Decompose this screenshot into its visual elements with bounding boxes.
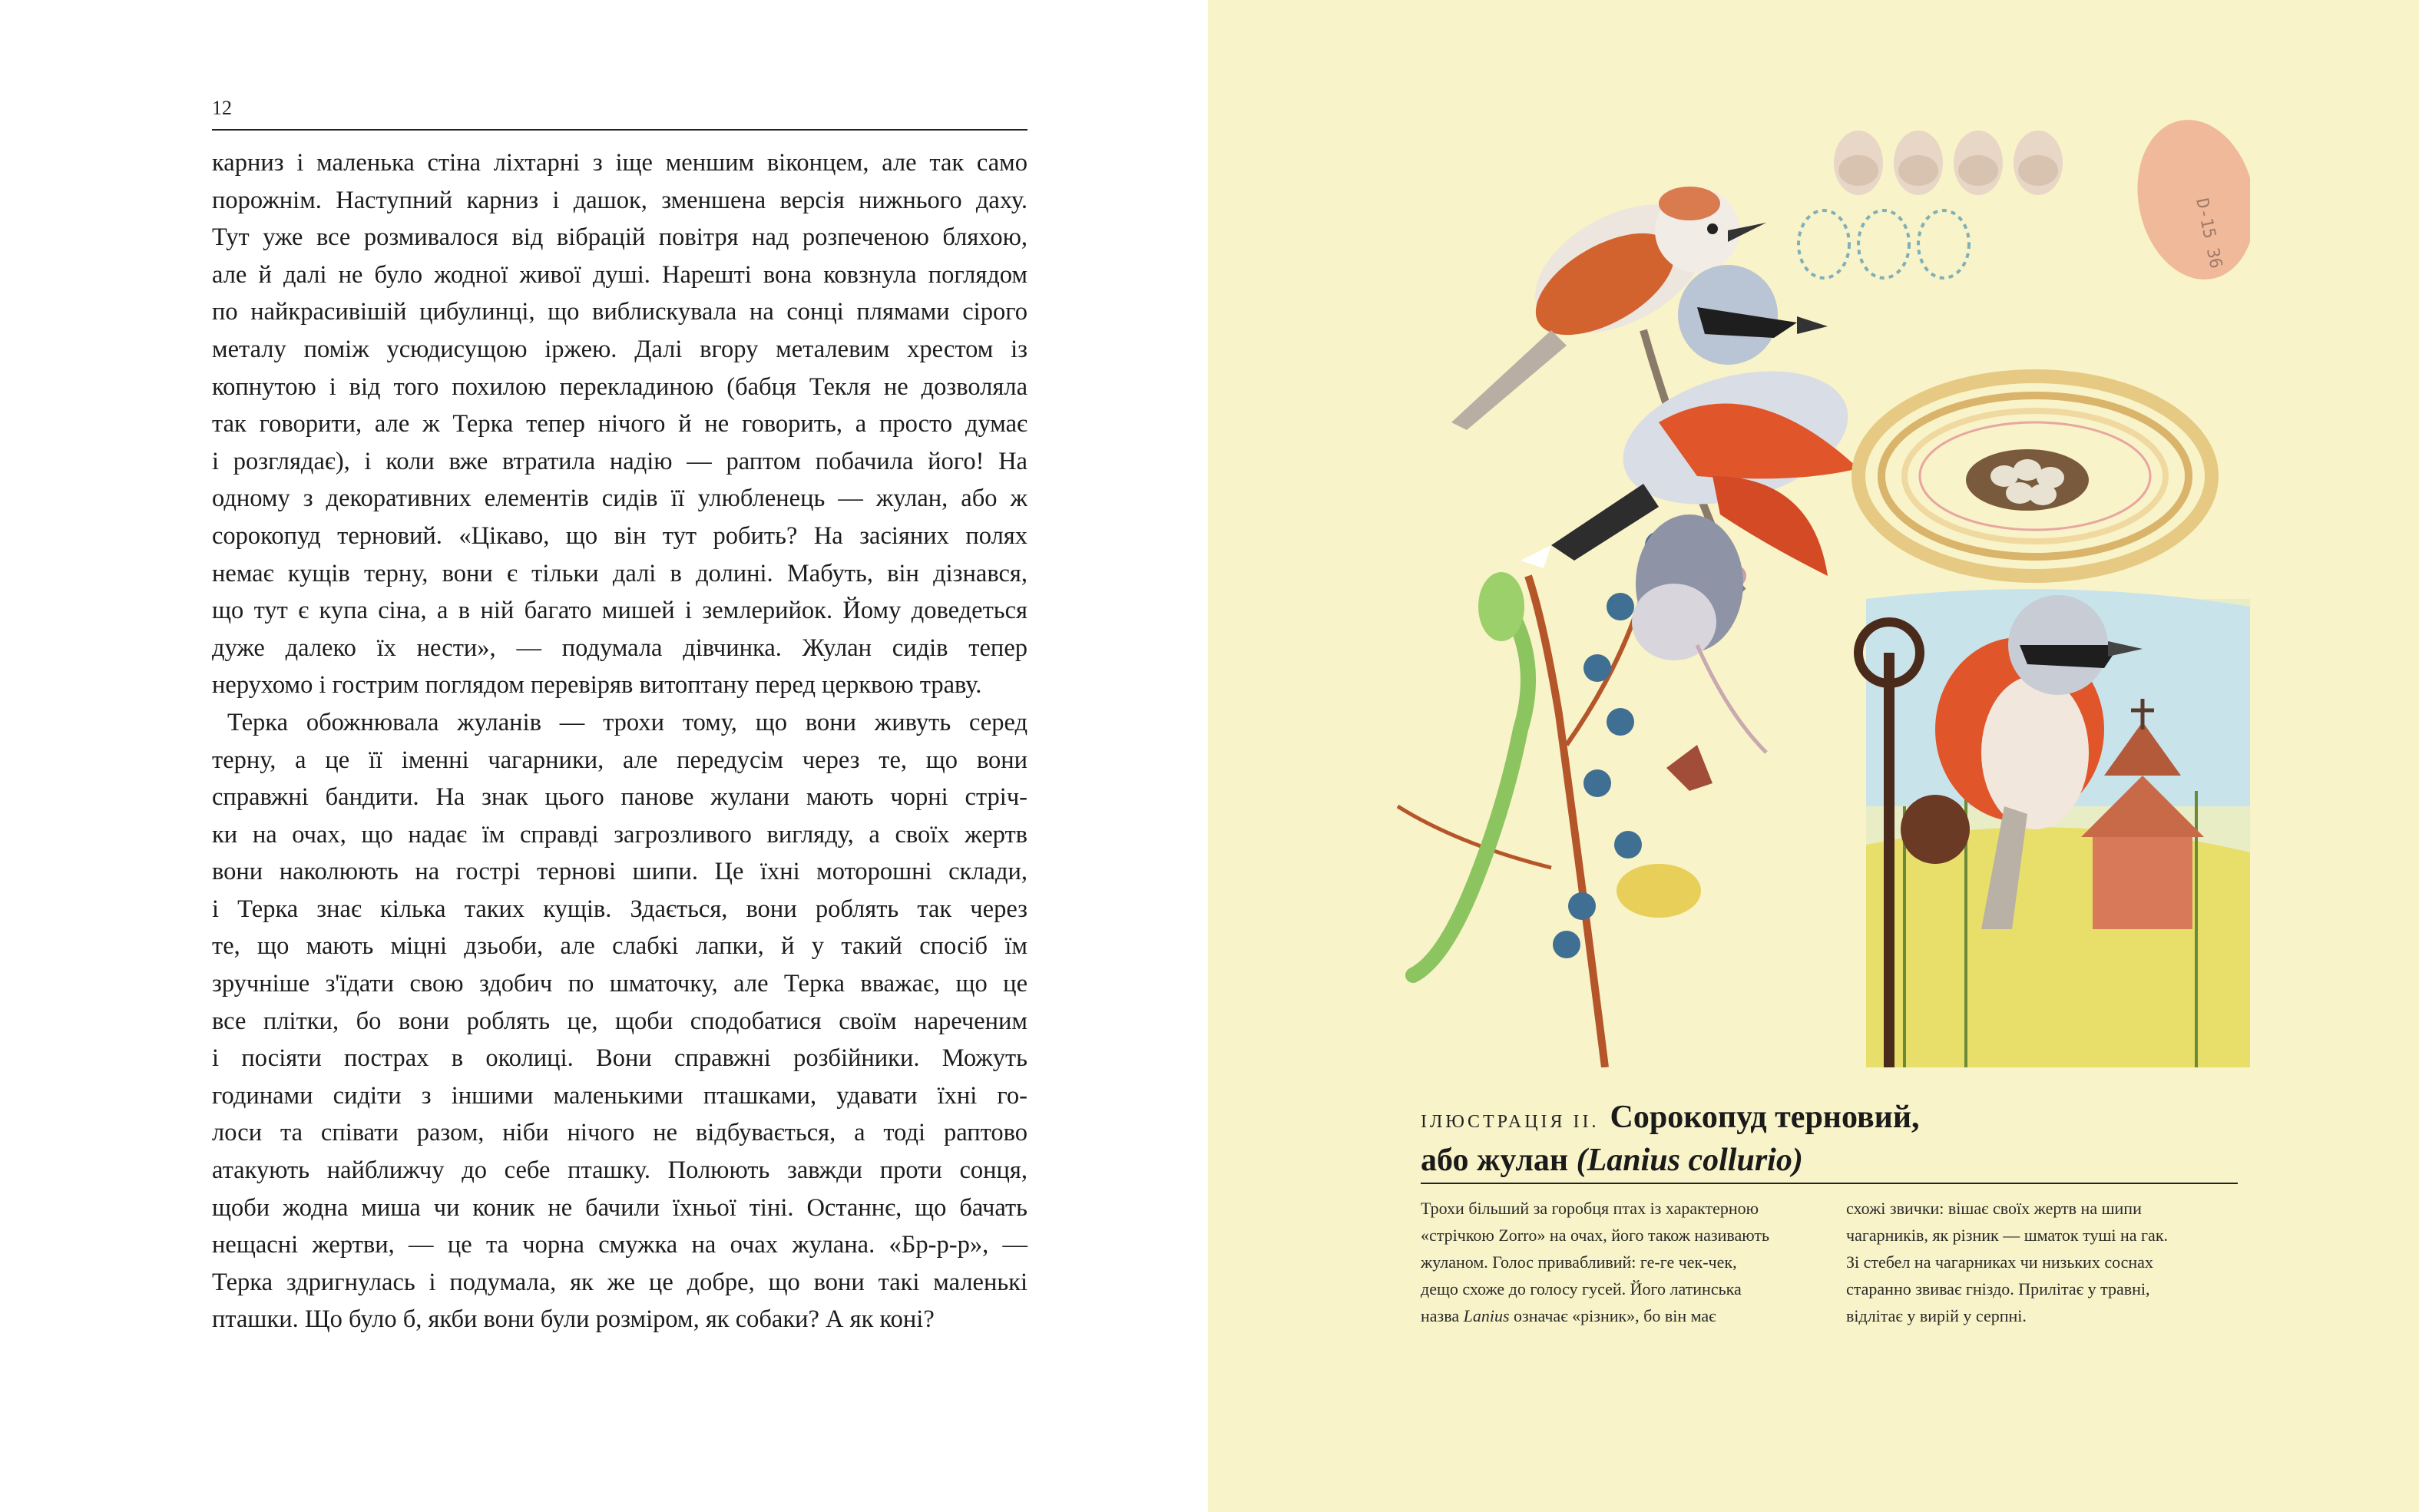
shrike-church-illustration <box>1858 589 2250 1067</box>
text-line: так говорити, але ж Терка тепер нічого й не говорить, а просто думає <box>212 410 1027 438</box>
page-number: 12 <box>212 97 232 119</box>
caption-line-prefix: назва <box>1421 1306 1460 1325</box>
caption-rule <box>1421 1183 2238 1184</box>
text-line: вони наколюють на гострі тернові шипи. Це їхні моторошні склади, <box>212 858 1027 886</box>
text-line: лоси та співати разом, ніби нічого не відбувається, а тоді раптово <box>212 1119 1027 1147</box>
text-line: і посіяти пострах в околиці. Вони справжні розбійники. Можуть <box>212 1044 1027 1073</box>
text-line: по найкрасивішій цибулинці, що виблискувала на сонці плямами сірого <box>212 298 1027 326</box>
sloe-branch-illustration <box>1398 514 1766 1067</box>
text-line: копнутою і від того похилою перекладиною (бабця Текля не дозволяла <box>212 372 1027 401</box>
caption-title-prefix: або жулан <box>1421 1143 1569 1178</box>
nest-illustration <box>1858 376 2212 576</box>
text-line: справжні бандити. На знак цього панове жулани мають чорні стріч- <box>212 783 1027 812</box>
text-line: Тут уже все розмивалося від вібрацій повітря над розпеченою бляхою, <box>212 223 1027 252</box>
text-line: терну, а це її іменні чагарники, але передусім через те, що вони <box>212 746 1027 774</box>
caption-description <box>1421 1195 2238 1329</box>
caption-column-right <box>1846 1195 2238 1329</box>
text-line: годинами сидіти з іншими маленькими пташками, удавати їхні го- <box>212 1081 1027 1110</box>
text-line: пташки. Що було б, якби вони були розміром, як собаки? А як коні? <box>212 1305 935 1334</box>
text-line: атакують найближчу до себе пташку. Полюють завжди проти сонця, <box>212 1156 1027 1185</box>
text-line: але й далі не було жодної живої душі. Нарешті вона ковзнула поглядом <box>212 260 1027 289</box>
text-line: нерухомо і гострим поглядом перевіряв витоптану перед церквою траву. <box>212 671 982 700</box>
egg-inscription: D-15 36 <box>2192 197 2225 270</box>
text-line: сорокопуд терновий. «Цікаво, що він тут робить? На засіяних полях <box>212 521 1027 550</box>
body-text <box>212 144 1027 1338</box>
text-line: і розглядає), і коли вже втратила надію — раптом побачила його! На <box>212 447 1027 475</box>
text-line: порожнім. Наступний карниз і дашок, зменшена версія нижнього даху. <box>212 186 1027 214</box>
text-line: що тут є купа сіна, а в ній багато мишей і землерийок. Йому доведеться <box>212 597 1027 625</box>
caption-line: старанно звиває гніздо. Прилітає у травні, <box>1846 1279 2150 1299</box>
caption-latin-name: (Lanius collurio) <box>1576 1143 1803 1178</box>
caption-block <box>1421 1098 2238 1325</box>
text-line: немає кущів терну, вони є тільки далі в долині. Мабуть, він дізнався, <box>212 559 1027 587</box>
caption-line: Трохи більший за горобця птах із характерною <box>1421 1199 1759 1218</box>
caption-column-left <box>1421 1195 1812 1329</box>
caption-line: «стрічкою Zorro» на очах, його також називають <box>1421 1226 1769 1245</box>
caption-title-line2 <box>1421 1141 2238 1179</box>
caption-title <box>1421 1098 2238 1141</box>
text-line: дуже далеко їх нести», — подумала дівчинка. Жулан сидів тепер <box>212 634 1027 662</box>
left-page <box>0 0 1208 1512</box>
illustration-plate <box>1367 115 2250 1067</box>
eggs-illustration <box>1799 115 2250 290</box>
text-line: зручніше з'їдати свою здобич по шматочку, але Терка вважає, що це <box>212 970 1027 998</box>
header-rule <box>212 129 1027 131</box>
caption-title-line1: Сорокопуд терновий, <box>1610 1100 1920 1135</box>
text-line: Терка здригнулась і подумала, як же це добре, що вони такі маленькі <box>212 1268 1027 1296</box>
text-line: ки на очах, що надає їм справді загрозливого вигляду, а своїх жертв <box>212 820 1027 849</box>
text-line: те, що мають міцні дзьоби, але слабкі лапки, й у такий спосіб їм <box>212 932 1027 961</box>
caption-line: схожі звички: вішає своїх жертв на шипи <box>1846 1199 2142 1218</box>
caption-line: відлітає у вирій у серпні. <box>1846 1306 2027 1325</box>
text-line: Терка обожнювала жуланів — трохи тому, що вони живуть серед <box>227 708 1027 736</box>
text-line: все плітки, бо вони роблять це, щоби сподобатися своїм нареченим <box>212 1007 1027 1035</box>
text-line: нещасні жертви, — це та чорна смужка на очах жулана. «Бр-р-р», — <box>212 1231 1027 1259</box>
text-line: карниз і маленька стіна ліхтарні з іще меншим віконцем, але так само <box>212 149 1027 177</box>
caption-line <box>1421 1302 1812 1329</box>
text-line: щоби жодна миша чи коник не бачили їхньої тіні. Останнє, що бачать <box>212 1193 1027 1222</box>
caption-label: ІЛЮСТРАЦІЯ II. <box>1421 1112 1600 1132</box>
caption-line: дещо схоже до голосу гусей. Його латинська <box>1421 1279 1742 1299</box>
text-line: одному з декоративних елементів сидів її улюбленець — жулан, або ж <box>212 485 1027 513</box>
caption-line: жуланом. Голос привабливий: ге-ге чек-чек, <box>1421 1252 1737 1272</box>
text-line: і Терка знає кілька таких кущів. Здається, вони роблять так через <box>212 895 1027 923</box>
text-line: металу поміж усюдисущою іржею. Далі вгору металевим хрестом із <box>212 335 1027 363</box>
caption-line: чагарників, як різник — шматок туші на гак. <box>1846 1226 2169 1245</box>
caption-line-italic: Lanius <box>1463 1306 1510 1325</box>
caption-line-suffix: означає «різник», бо він має <box>1514 1306 1716 1325</box>
caption-line: Зі стебел на чагарниках чи низьких соснах <box>1846 1252 2153 1272</box>
